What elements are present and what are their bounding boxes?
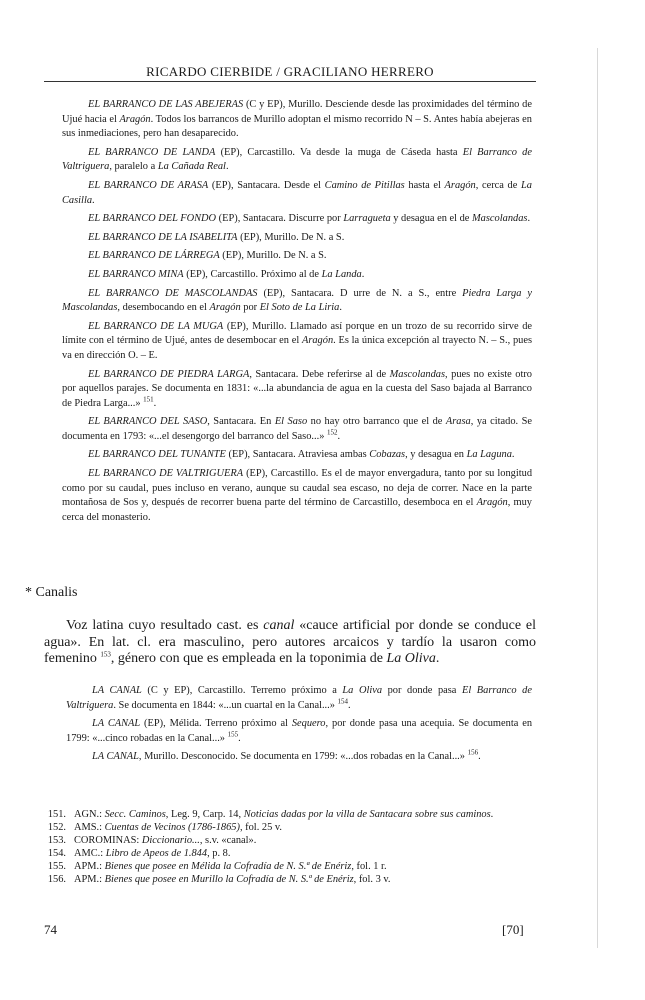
text-run: (EP), Murillo. De N. a S.	[237, 231, 345, 243]
footnote	[44, 873, 534, 886]
toponym-entry	[62, 415, 532, 444]
text-run: AMS.:	[74, 822, 105, 833]
text-run: .	[238, 732, 241, 744]
toponym-entry	[62, 268, 532, 283]
text-run: , s.v. «canal».	[199, 835, 257, 846]
italic-text: Aragón	[119, 113, 151, 125]
canal-entries	[66, 684, 532, 769]
text-run: hasta el	[404, 179, 445, 191]
text-run: , fol. 25 v.	[239, 822, 282, 833]
entry-headword: EL BARRANCO DE LANDA	[88, 146, 216, 158]
text-run: .	[435, 651, 440, 667]
text-run: , cerca de	[475, 179, 522, 191]
toponym-entry	[62, 98, 532, 142]
italic-text: canal	[263, 618, 295, 633]
entry-headword: EL BARRANCO DE LA MUGA	[88, 320, 224, 332]
italic-text: Secc. Caminos	[104, 809, 166, 820]
italic-text: Bienes que posee en Mélida la Cofradía de N. S.ª de Enériz	[104, 861, 352, 872]
text-run: , pues no existe otro por aquellos parajes. Se documenta en 1831: «...la abundancia de agua en la cuesta del Saso bajada al Barranco de Piedra Larga...»	[62, 368, 532, 409]
text-run: .	[478, 751, 481, 763]
italic-text: Sequero	[291, 718, 326, 730]
intro-paragraph	[44, 618, 536, 668]
entry-headword: EL BARRANCO DE VALTRIGUERA	[88, 468, 244, 480]
footnotes	[44, 808, 534, 886]
footnote-number: 155.	[47, 861, 66, 872]
footnote-number: 152.	[47, 822, 66, 833]
toponym-entry	[62, 249, 532, 264]
entry-headword: EL BARRANCO DE ARASA	[88, 179, 209, 191]
text-run: (EP), Santacara. Atraviesa ambas	[225, 449, 370, 461]
text-run: . Todos los barrancos de Murillo adoptan el mismo recorrido N – S. Antes había abejeras en sus inmediaciones, pero han desaparecido.	[62, 113, 532, 140]
footnote	[44, 821, 534, 834]
italic-text: Piedra Larga y Mascolandas	[62, 287, 532, 314]
text-run: , y desagua en	[405, 449, 467, 461]
text-run: , muy cerca del monasterio.	[62, 497, 532, 523]
footnote	[44, 808, 534, 821]
text-run: por	[240, 302, 260, 314]
text-run: (EP), Santacara. Desde el	[208, 179, 325, 191]
header-rule	[44, 81, 536, 82]
text-run: , paralelo a	[109, 161, 158, 173]
text-run: (EP), Murillo. De N. a S.	[219, 250, 327, 262]
italic-text: El Barranco de Valtriguera	[66, 685, 532, 711]
entry-headword: LA CANAL	[92, 751, 139, 763]
italic-text: Cobazas	[369, 449, 406, 461]
footnote-number: 154.	[47, 848, 66, 859]
footnote	[44, 847, 534, 860]
entry-headword: EL BARRANCO DEL FONDO	[88, 213, 217, 225]
italic-text: Aragón	[301, 335, 334, 347]
toponym-entry	[62, 448, 532, 463]
text-run: AMC.:	[74, 848, 106, 859]
section-heading: * Canalis	[25, 585, 78, 600]
toponym-entry	[66, 750, 532, 765]
entry-headword: LA CANAL	[92, 685, 142, 696]
italic-text: Bienes que posee en Murillo la Cofradía de N. S.ª de Enériz	[104, 874, 354, 885]
barranco-entries	[62, 98, 532, 529]
text-run: .	[348, 699, 351, 711]
text-run: (EP), Carcastillo. Próximo al de	[183, 268, 322, 280]
entry-headword: EL BARRANCO DE PIEDRA LARGA	[88, 368, 250, 380]
page-edge-rule	[597, 48, 598, 948]
text-run: .	[153, 397, 157, 409]
text-run: (EP), Mélida. Terreno próximo al	[140, 718, 292, 730]
entry-headword: EL BARRANCO DE LÁRREGA	[88, 250, 220, 262]
toponym-entry	[62, 179, 532, 208]
text-run: «cauce artificial por donde se conduce el agua». En lat. cl. era masculino, pero autores arcaicos y tardío la usaron como femenino	[44, 618, 537, 667]
text-run: (C y EP), Murillo. Desciende desde las proximidades del término de Ujué hacia el	[62, 99, 532, 125]
footnote-ref: 155	[227, 730, 239, 739]
text-run: .	[92, 194, 95, 206]
italic-text: Aragón	[209, 302, 241, 314]
entry-headword: EL BARRANCO MINA	[88, 268, 184, 280]
italic-text: La Oliva	[386, 651, 436, 667]
text-run: (EP), Carcastillo. Es el de mayor envergadura, tanto por su longitud como por su caudal, pues incluso en verano, aunque su caudal sea escaso, no deja de correr. Nace en la parte montañosa de Sos y, después de recorrer buena parte del término de Carcastillo, desemboca en el	[62, 468, 533, 509]
text-run: .	[225, 161, 229, 173]
entry-headword: EL BARRANCO DEL TUNANTE	[88, 449, 226, 461]
text-run: APM.:	[74, 861, 105, 872]
italic-text: La Oliva	[342, 685, 383, 696]
text-run: AGN.:	[74, 809, 105, 820]
footnote	[44, 834, 534, 847]
text-run: , Murillo. Desconocido. Se documenta en 1799: «...dos robadas en la Canal...»	[138, 751, 468, 763]
text-run: .	[490, 809, 494, 820]
toponym-entry	[62, 467, 532, 525]
footnote-ref: 153	[100, 650, 111, 659]
text-run: , desembocando en el	[117, 302, 210, 314]
text-run: COROMINAS:	[74, 835, 142, 846]
text-run: , género con que es empleada en la toponimia de	[110, 651, 387, 667]
footnote-number: 153.	[47, 835, 66, 846]
text-run: , fol. 3 v.	[353, 874, 391, 885]
toponym-entry	[66, 684, 532, 713]
entry-headword: LA CANAL	[92, 718, 141, 730]
text-run: .	[511, 449, 515, 461]
text-run: (EP), Santacara. D urre de N. a S., entre	[257, 287, 463, 299]
toponym-entry	[62, 231, 532, 246]
italic-text: Mascolandas	[389, 368, 446, 380]
toponym-entry	[62, 146, 532, 175]
running-header: RICARDO CIERBIDE / GRACILIANO HERRERO	[146, 64, 434, 79]
italic-text: Cuentas de Vecinos (1786-1865)	[104, 822, 240, 833]
text-run: Voz latina cuyo resultado cast. es	[66, 618, 264, 633]
footnote-ref: 154	[337, 697, 349, 706]
canalis-intro	[44, 618, 536, 668]
text-run: (EP), Santacara. Discurre por	[216, 213, 344, 225]
italic-text: Aragón	[444, 179, 476, 191]
italic-text: Camino de Pitillas	[324, 179, 405, 191]
text-run: , fol. 1 r.	[351, 861, 387, 872]
italic-text: Mascolandas	[472, 213, 528, 225]
text-run: , Leg. 9, Carp. 14,	[165, 809, 244, 820]
toponym-entry	[62, 287, 532, 316]
text-run: , por donde pasa una acequia. Se documenta en 1799: «...cinco robadas en la Canal...»	[66, 718, 533, 744]
entry-headword: EL BARRANCO DE LAS ABEJERAS	[88, 99, 244, 110]
toponym-entry	[62, 320, 532, 364]
italic-text: El Barranco de Valtriguera	[62, 146, 532, 173]
text-run: por donde pasa	[382, 685, 462, 696]
footnote	[44, 860, 534, 873]
text-run: (C y EP), Carcastillo. Terremo próximo a	[141, 685, 343, 696]
toponym-entry	[66, 717, 532, 746]
text-run: .	[337, 430, 341, 442]
text-run: . Es la única excepción al trayecto N. – S., pues va en dirección O. – E.	[62, 335, 533, 361]
text-run: (EP), Murillo. Llamado así porque en un trozo de su recorrido sirve de límite con el término de Ujué, antes de desembocar en el	[62, 320, 532, 347]
entry-headword: EL BARRANCO DE LA ISABELITA	[88, 231, 238, 243]
text-run: .	[339, 302, 342, 314]
italic-text: El Soto de La Liria	[259, 302, 340, 314]
text-run: (EP), Carcastillo. Va desde la muga de Cáseda hasta	[215, 146, 463, 158]
italic-text: Arasa	[445, 416, 471, 428]
footnote-ref: 152	[327, 428, 338, 437]
toponym-entry	[62, 368, 532, 412]
footnote-ref: 151	[143, 395, 154, 404]
page-reference: [70]	[502, 922, 524, 937]
text-run: , ya citado. Se documenta en 1793: «...el desengorgo del barranco del Saso...»	[62, 416, 532, 442]
italic-text: Libro de Apeos de 1.844	[105, 848, 208, 859]
italic-text: La Cañada Real	[157, 161, 226, 173]
footnote-number: 156.	[47, 874, 66, 885]
text-run: , Santacara. Debe referirse al de	[249, 368, 390, 380]
text-run: , Santacara. En	[207, 416, 275, 428]
text-run: .	[361, 268, 365, 280]
italic-text: Diccionario...	[141, 835, 200, 846]
italic-text: La Casilla	[62, 179, 533, 206]
italic-text: La Landa	[321, 268, 362, 280]
toponym-entry	[62, 212, 532, 227]
text-run: APM.:	[74, 874, 105, 885]
footnote-ref: 156	[467, 748, 479, 757]
italic-text: Larragueta	[343, 213, 391, 225]
text-run: .	[527, 213, 531, 225]
text-run: no hay otro barranco que el de	[307, 416, 446, 428]
italic-text: La Laguna	[466, 449, 512, 461]
italic-text: El Saso	[274, 416, 308, 428]
italic-text: Noticias dadas por la villa de Santacara sobre sus caminos	[243, 809, 491, 820]
text-run: . Se documenta en 1844: «...un cuartal en la Canal...»	[113, 699, 338, 711]
footnote-number: 151.	[47, 809, 66, 820]
entry-headword: EL BARRANCO DE MASCOLANDAS	[88, 287, 258, 299]
italic-text: Aragón	[476, 497, 508, 509]
entry-headword: EL BARRANCO DEL SASO	[88, 416, 208, 428]
page-number: 74	[44, 922, 57, 937]
text-run: , p. 8.	[207, 848, 231, 859]
text-run: y desagua en el de	[390, 213, 473, 225]
